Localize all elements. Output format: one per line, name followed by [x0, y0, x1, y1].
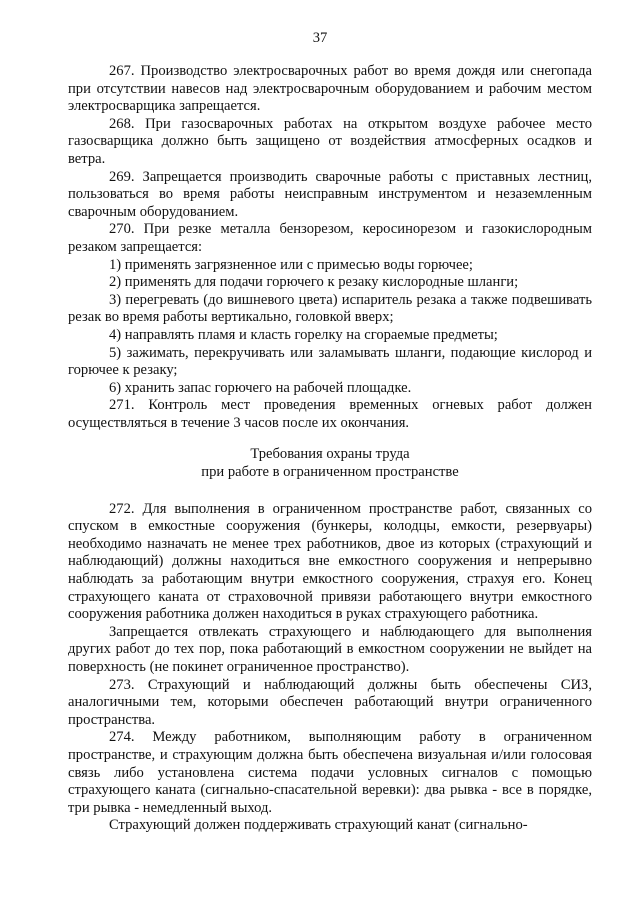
list-item-6: 6) хранить запас горючего на рабочей площадке.: [109, 379, 412, 396]
paragraph-273: 273. Страхующий и наблюдающий должны быть обеспечены СИЗ, аналогичными тем, которыми обеспечен работающий внутри ограниченного пространства.: [68, 676, 592, 728]
paragraph-267: 267. Производство электросварочных работ во время дождя или снегопада при отсутствии навесов над электросварочным оборудованием и рабочим местом электросварщика запрещается.: [68, 63, 592, 115]
paragraph-269: 269. Запрещается производить сварочные работы с приставных лестниц, пользоваться во время работы неисправным инструментом и незаземленным сварочным оборудованием.: [68, 168, 592, 220]
paragraph-272-continued: Запрещается отвлекать страхующего и наблюдающего для выполнения других работ до тех пор, пока работающий в емкостном сооружении не выйдет на поверхность (не покинет ограниченное пространство).: [68, 623, 592, 675]
list-item-3: 3) перегревать (до вишневого цвета) испаритель резака а также подвешивать резак во время работы вертикально, головкой вверх;: [68, 291, 592, 326]
section-heading-line-2: при работе в ограниченном пространстве: [201, 464, 459, 481]
list-item-1: 1) применять загрязненное или с примесью воды горючее;: [109, 256, 473, 273]
page-number: 37: [312, 30, 328, 46]
paragraph-268: 268. При газосварочных работах на открытом воздухе рабочее место газосварщика должно быть защищено от воздействия атмосферных осадков и ветра.: [68, 115, 592, 167]
paragraph-274-continued: Страхующий должен поддерживать страхующий канат (сигнально-: [109, 817, 528, 834]
section-heading-line-1: Требования охраны труда: [250, 446, 410, 463]
section-heading: [68, 446, 592, 481]
paragraph-271: 271. Контроль мест проведения временных огневых работ должен осуществляться в течение 3 часов после их окончания.: [68, 397, 592, 431]
list-item-4: 4) направлять пламя и класть горелку на сгораемые предметы;: [109, 326, 498, 343]
list-item-2: 2) применять для подачи горючего к резаку кислородные шланги;: [109, 274, 519, 291]
document-body: [68, 63, 592, 835]
paragraph-270: 270. При резке металла бензорезом, керосинорезом и газокислородным резаком запрещается:: [68, 221, 592, 255]
paragraph-272: 272. Для выполнения в ограниченном пространстве работ, связанных со спуском в емкостные сооружения (бункеры, колодцы, емкости, резервуары) необходимо назначать не менее трех работников, двое из которых (страхующий и наблюдающий) должны находиться вне емкостного сооружения и непрерывно наблюдать за работающим внутри емкостного сооружения, страхуя его. Конец страхующего каната от страховочной привязи работающего внутри емкостного сооружения работника должен находиться в руках страхующего работника.: [68, 500, 592, 623]
list-item-5: 5) зажимать, перекручивать или заламывать шланги, подающие кислород и горючее к резаку;: [68, 344, 592, 379]
paragraph-274: 274. Между работником, выполняющим работу в ограниченном пространстве, и страхующим должна быть обеспечена визуальная и/или голосовая связь либо установлена система подачи условных сигналов с помощью страхующего каната (сигнально-спасательной веревки): два рывка - все в порядке, три рывка - немедленный выход.: [68, 729, 592, 816]
